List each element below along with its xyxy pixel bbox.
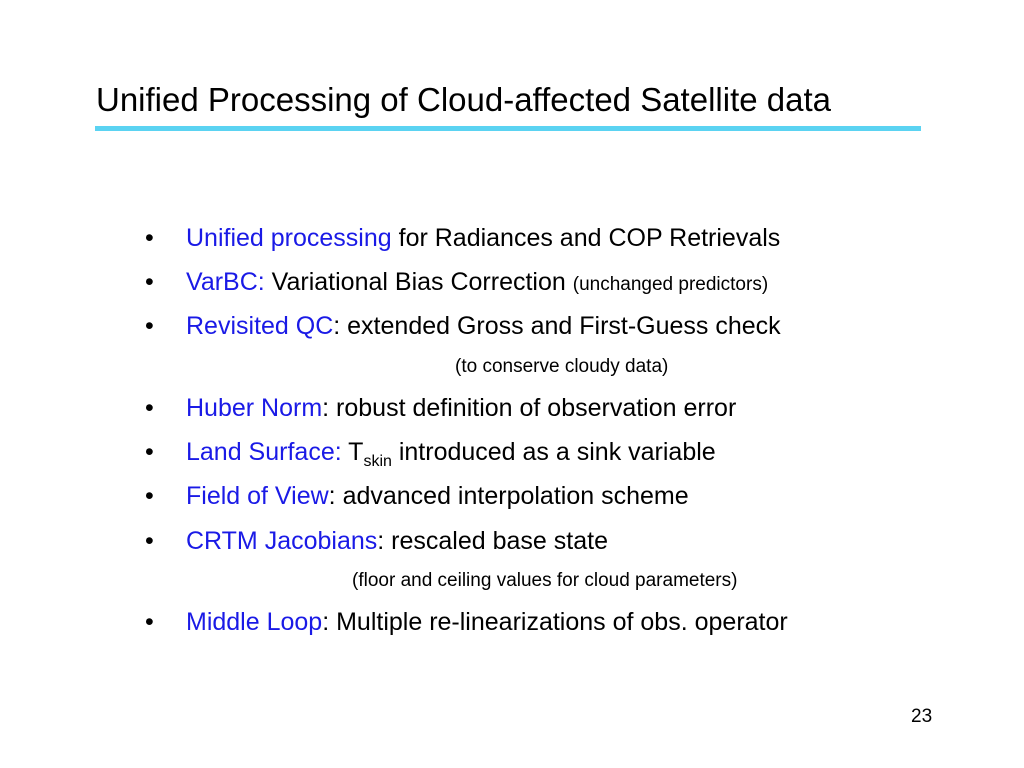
- bullet-text: : robust definition of observation error: [322, 394, 737, 422]
- bullet-keyword: Unified processing: [186, 224, 392, 252]
- bullet-marker: •: [145, 224, 154, 252]
- page-number: 23: [911, 706, 933, 727]
- bullet-marker: •: [145, 312, 154, 340]
- title-underline: [95, 126, 921, 131]
- bullet-keyword: Huber Norm: [186, 394, 323, 422]
- bullet-small-text: (unchanged predictors): [572, 274, 769, 295]
- bullet-text: : advanced interpolation scheme: [328, 482, 689, 510]
- bullet-text: introduced as a sink variable: [391, 438, 716, 466]
- bullet-marker: •: [145, 438, 154, 466]
- bullet-item-unified-processing: [145, 223, 780, 253]
- bullet-keyword: Middle Loop: [186, 608, 323, 636]
- bullet-marker: •: [145, 482, 154, 510]
- bullet-keyword: CRTM Jacobians: [186, 527, 378, 555]
- bullet-item-huber-norm: [145, 393, 736, 423]
- bullet-text: for Radiances and COP Retrievals: [391, 224, 781, 252]
- bullet-item-middle-loop: [145, 607, 788, 637]
- bullet-keyword: VarBC:: [186, 268, 265, 296]
- bullet-note-floor-ceiling: (floor and ceiling values for cloud parameters): [352, 570, 738, 591]
- bullet-text: : extended Gross and First-Guess check: [333, 312, 781, 340]
- bullet-item-land-surface: [145, 437, 716, 471]
- bullet-item-crtm-jacobians: [145, 526, 608, 556]
- bullet-text-prefix: T: [341, 438, 364, 466]
- bullet-item-varbc: [145, 267, 768, 300]
- bullet-keyword: Revisited QC: [186, 312, 334, 340]
- bullet-note-conserve-cloudy: (to conserve cloudy data): [455, 356, 669, 377]
- bullet-keyword: Land Surface:: [186, 438, 342, 466]
- bullet-marker: •: [145, 268, 154, 296]
- bullet-subscript: skin: [363, 453, 392, 470]
- slide-title: Unified Processing of Cloud-affected Satellite data: [96, 81, 831, 118]
- bullet-marker: •: [145, 608, 154, 636]
- bullet-marker: •: [145, 394, 154, 422]
- bullet-text: Variational Bias Correction: [264, 268, 573, 296]
- bullet-item-field-of-view: [145, 481, 689, 511]
- bullet-text: : Multiple re-linearizations of obs. operator: [322, 608, 788, 636]
- bullet-marker: •: [145, 527, 154, 555]
- bullet-keyword: Field of View: [186, 482, 329, 510]
- bullet-text: : rescaled base state: [377, 527, 608, 555]
- bullet-item-revisited-qc: [145, 311, 781, 341]
